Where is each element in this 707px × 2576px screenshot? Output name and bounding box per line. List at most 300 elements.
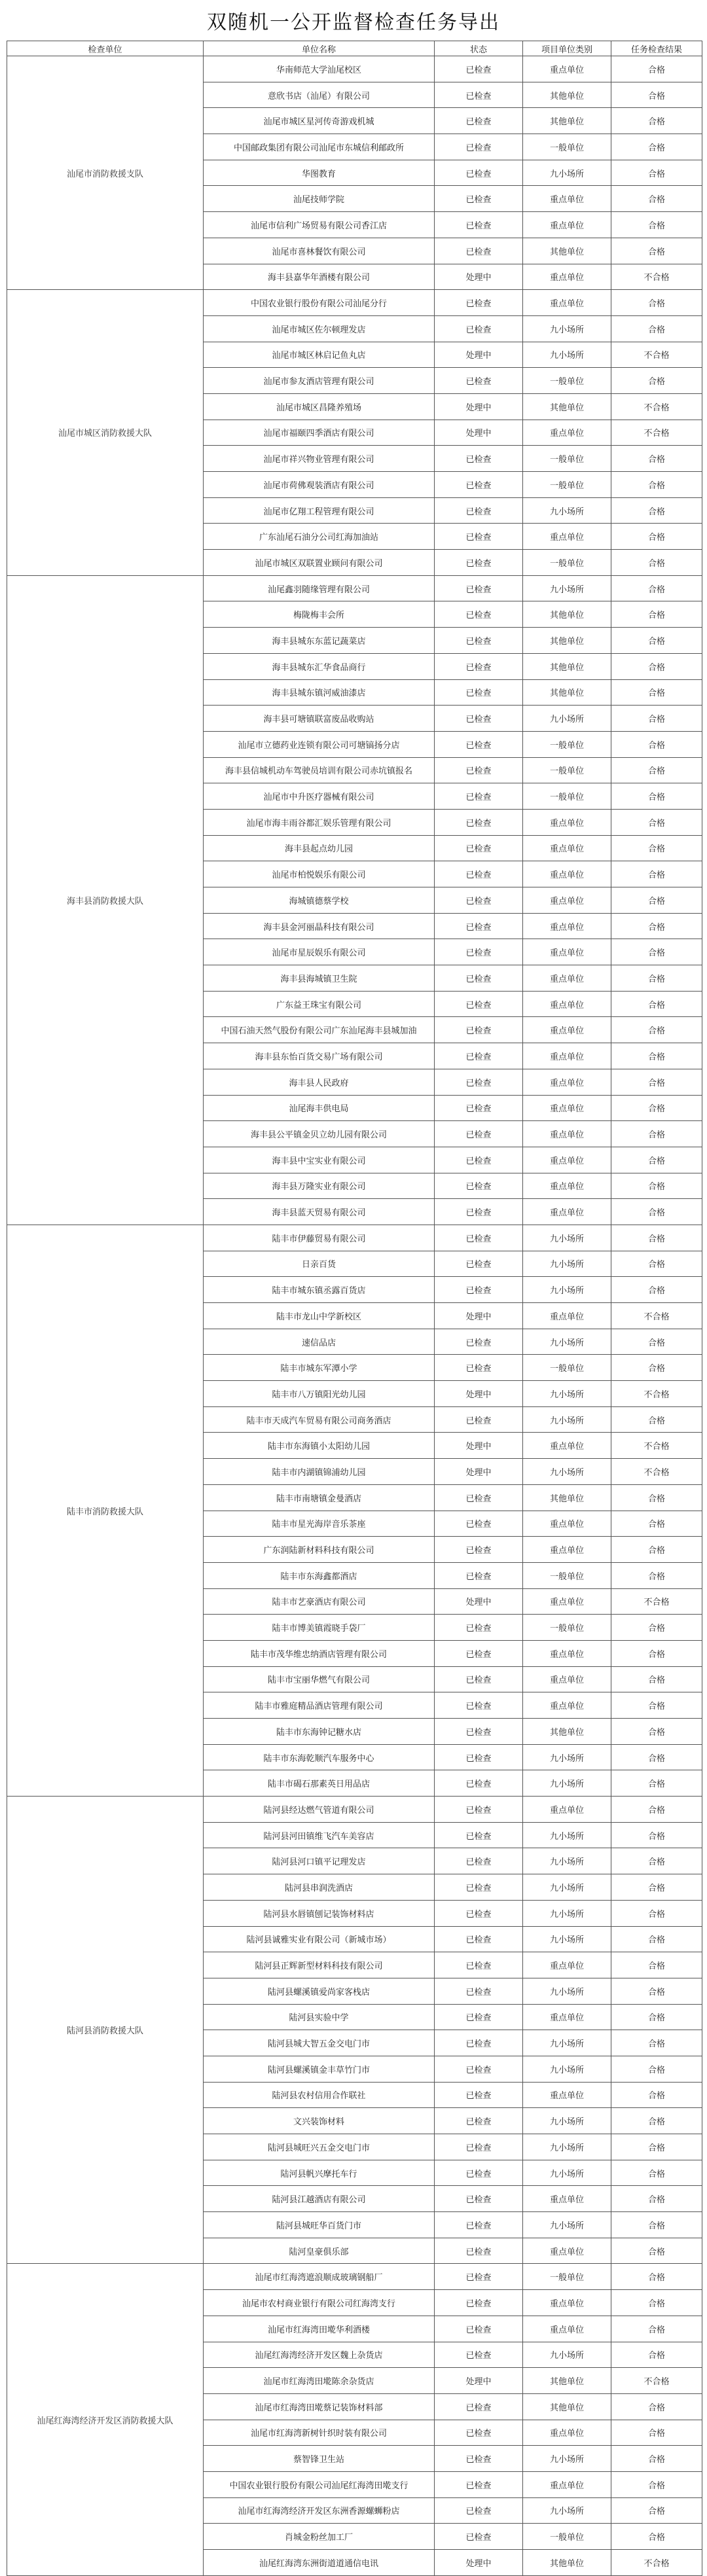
cell-status: 已检查: [435, 2264, 523, 2290]
cell-status: 处理中: [435, 1459, 523, 1485]
cell-unit-name: 陆河县河田镇维飞汽车美容店: [204, 1822, 435, 1848]
cell-result: 合格: [611, 290, 702, 316]
cell-status: 已检查: [435, 757, 523, 783]
cell-status: 已检查: [435, 1719, 523, 1745]
cell-status: 已检查: [435, 1251, 523, 1277]
cell-result: 合格: [611, 601, 702, 628]
cell-unit-category: 重点单位: [523, 1511, 611, 1537]
cell-unit-name: 广东润陆新材料科技有限公司: [204, 1537, 435, 1563]
cell-unit-name: 海丰县嘉华年酒楼有限公司: [204, 264, 435, 290]
cell-unit-name: 广东汕尾石油分公司红海加油站: [204, 524, 435, 550]
header-status: 状态: [435, 41, 523, 56]
cell-result: 合格: [611, 1095, 702, 1121]
cell-unit-name: 汕尾市红海湾田墘陈余杂货店: [204, 2368, 435, 2394]
cell-unit-name: 汕尾市柏悦娱乐有限公司: [204, 861, 435, 887]
cell-status: 已检查: [435, 809, 523, 835]
cell-result: 合格: [611, 1770, 702, 1797]
cell-status: 已检查: [435, 1666, 523, 1692]
cell-status: 已检查: [435, 2393, 523, 2420]
cell-unit-category: 九小场所: [523, 2342, 611, 2368]
header-unit-name: 单位名称: [204, 41, 435, 56]
table-row: [7, 575, 702, 601]
cell-unit-name: 陆河县江越酒店有限公司: [204, 2186, 435, 2212]
cell-result: 不合格: [611, 2368, 702, 2394]
table-body: [7, 56, 702, 2576]
cell-unit-name: 陆河县经达燃气管道有限公司: [204, 1797, 435, 1823]
cell-unit-category: 一般单位: [523, 472, 611, 498]
cell-unit-category: 一般单位: [523, 1615, 611, 1641]
cell-result: 合格: [611, 1329, 702, 1355]
cell-unit-name: 海丰县城东镇河威油漆店: [204, 679, 435, 706]
cell-status: 处理中: [435, 1381, 523, 1407]
cell-status: 已检查: [435, 1277, 523, 1303]
cell-unit-category: 重点单位: [523, 1433, 611, 1459]
cell-status: 已检查: [435, 991, 523, 1017]
cell-unit-category: 重点单位: [523, 1043, 611, 1069]
cell-unit-category: 一般单位: [523, 550, 611, 576]
cell-unit-category: 一般单位: [523, 134, 611, 160]
cell-unit-name: 汕尾市城区双联置业顾问有限公司: [204, 550, 435, 576]
cell-status: 已检查: [435, 550, 523, 576]
cell-result: 合格: [611, 2082, 702, 2108]
cell-unit-category: 其他单位: [523, 108, 611, 134]
cell-unit-category: 重点单位: [523, 1797, 611, 1823]
cell-unit-name: 汕尾市中升医疗器械有限公司: [204, 783, 435, 810]
cell-result: 合格: [611, 1744, 702, 1770]
cell-result: 不合格: [611, 2550, 702, 2576]
cell-unit-category: 其他单位: [523, 628, 611, 654]
cell-unit-category: 其他单位: [523, 653, 611, 679]
cell-unit-name: 汕尾市红海湾新树针织时装有限公司: [204, 2420, 435, 2446]
cell-unit-name: 陆河县诚雅实业有限公司（新城市场）: [204, 1926, 435, 1952]
cell-result: 合格: [611, 2290, 702, 2316]
header-result: 任务检查结果: [611, 41, 702, 56]
cell-result: 合格: [611, 1173, 702, 1199]
cell-unit-category: 九小场所: [523, 315, 611, 342]
cell-result: 合格: [611, 1692, 702, 1719]
cell-unit-name: 汕尾红海湾经济开发区魏上杂货店: [204, 2342, 435, 2368]
cell-result: 合格: [611, 497, 702, 524]
cell-result: 合格: [611, 2160, 702, 2186]
cell-unit-name: 陆河县帆兴摩托车行: [204, 2160, 435, 2186]
cell-unit-category: 九小场所: [523, 1381, 611, 1407]
cell-status: 处理中: [435, 1303, 523, 1329]
cell-unit-category: 九小场所: [523, 2108, 611, 2134]
cell-unit-name: 陆河皇豪俱乐部: [204, 2238, 435, 2264]
cell-inspection-unit: 汕尾市消防救援支队: [7, 56, 204, 290]
cell-unit-category: 其他单位: [523, 1484, 611, 1511]
cell-result: 合格: [611, 446, 702, 472]
cell-result: 合格: [611, 575, 702, 601]
cell-result: 合格: [611, 1484, 702, 1511]
cell-unit-category: 其他单位: [523, 2550, 611, 2576]
cell-result: 合格: [611, 1355, 702, 1381]
cell-status: 已检查: [435, 887, 523, 914]
cell-unit-category: 其他单位: [523, 238, 611, 264]
cell-status: 已检查: [435, 315, 523, 342]
cell-unit-category: 重点单位: [523, 420, 611, 446]
cell-status: 处理中: [435, 393, 523, 420]
cell-unit-name: 陆丰市八万镇阳光幼儿园: [204, 1381, 435, 1407]
cell-result: 合格: [611, 1978, 702, 2004]
cell-status: 已检查: [435, 238, 523, 264]
cell-unit-category: 九小场所: [523, 1926, 611, 1952]
cell-unit-category: 九小场所: [523, 1251, 611, 1277]
cell-unit-name: 陆丰市东海钟记糖水店: [204, 1719, 435, 1745]
cell-unit-name: 汕尾市城区昌隆养殖场: [204, 393, 435, 420]
cell-result: 合格: [611, 2056, 702, 2082]
cell-result: 合格: [611, 1043, 702, 1069]
cell-status: 已检查: [435, 965, 523, 992]
cell-unit-name: 汕尾鑫羽随缘管理有限公司: [204, 575, 435, 601]
cell-unit-category: 九小场所: [523, 2446, 611, 2472]
cell-status: 处理中: [435, 342, 523, 368]
cell-status: 已检查: [435, 939, 523, 965]
cell-unit-name: 文兴装饰材料: [204, 2108, 435, 2134]
cell-unit-category: 九小场所: [523, 1329, 611, 1355]
cell-status: 已检查: [435, 1069, 523, 1095]
cell-result: 合格: [611, 1640, 702, 1666]
cell-status: 已检查: [435, 1744, 523, 1770]
cell-inspection-unit: 陆丰市消防救援大队: [7, 1225, 204, 1796]
cell-unit-name: 陆河县河口镇平记理发店: [204, 1848, 435, 1874]
cell-result: 合格: [611, 1406, 702, 1433]
cell-status: 已检查: [435, 2290, 523, 2316]
cell-result: 合格: [611, 2264, 702, 2290]
cell-unit-name: 海丰县城东汇华食品商行: [204, 653, 435, 679]
cell-status: 已检查: [435, 1537, 523, 1563]
cell-result: 合格: [611, 1874, 702, 1901]
cell-status: 已检查: [435, 472, 523, 498]
cell-status: 已检查: [435, 1952, 523, 1978]
cell-status: 已检查: [435, 1043, 523, 1069]
cell-unit-category: 其他单位: [523, 2393, 611, 2420]
cell-unit-name: 汕尾红海湾东洲街道道通信电讯: [204, 2550, 435, 2576]
cell-unit-category: 九小场所: [523, 2160, 611, 2186]
cell-unit-name: 汕尾市红海湾经济开发区东洲香源螺蛳粉店: [204, 2497, 435, 2524]
cell-status: 已检查: [435, 524, 523, 550]
cell-status: 已检查: [435, 1484, 523, 1511]
cell-unit-name: 汕尾市红海湾遮浪顺成玻璃钢船厂: [204, 2264, 435, 2290]
cell-result: 合格: [611, 991, 702, 1017]
table-header-row: [7, 41, 702, 56]
cell-unit-name: 海丰县城东东蓝记蔬菜店: [204, 628, 435, 654]
cell-status: 已检查: [435, 2160, 523, 2186]
cell-unit-category: 九小场所: [523, 2056, 611, 2082]
cell-result: 合格: [611, 2212, 702, 2238]
cell-status: 已检查: [435, 2524, 523, 2550]
cell-status: 已检查: [435, 1147, 523, 1173]
cell-status: 已检查: [435, 1225, 523, 1251]
cell-status: 已检查: [435, 2316, 523, 2342]
cell-inspection-unit: 汕尾红海湾经济开发区消防救援大队: [7, 2264, 204, 2575]
cell-result: 合格: [611, 1199, 702, 1225]
cell-unit-category: 九小场所: [523, 1874, 611, 1901]
table-row: [7, 1797, 702, 1823]
cell-unit-name: 汕尾市信利广场贸易有限公司香江店: [204, 212, 435, 238]
cell-result: 合格: [611, 628, 702, 654]
cell-status: 已检查: [435, 1640, 523, 1666]
cell-unit-category: 一般单位: [523, 757, 611, 783]
cell-unit-name: 海丰县可塘镇联富废品收购站: [204, 706, 435, 732]
cell-unit-name: 海丰县金河丽晶科技有限公司: [204, 913, 435, 939]
cell-unit-category: 九小场所: [523, 1848, 611, 1874]
cell-status: 已检查: [435, 1121, 523, 1147]
cell-result: 合格: [611, 2004, 702, 2030]
cell-result: 合格: [611, 2420, 702, 2446]
cell-status: 已检查: [435, 446, 523, 472]
cell-status: 已检查: [435, 1978, 523, 2004]
cell-result: 合格: [611, 56, 702, 82]
cell-result: 合格: [611, 2497, 702, 2524]
cell-result: 不合格: [611, 1588, 702, 1615]
cell-unit-name: 陆河县串润洗酒店: [204, 1874, 435, 1901]
cell-unit-category: 重点单位: [523, 991, 611, 1017]
cell-status: 已检查: [435, 2497, 523, 2524]
cell-status: 处理中: [435, 420, 523, 446]
header-unit-category: 项目单位类别: [523, 41, 611, 56]
cell-status: 已检查: [435, 290, 523, 316]
cell-unit-name: 海丰县万隆实业有限公司: [204, 1173, 435, 1199]
cell-status: 已检查: [435, 2446, 523, 2472]
cell-result: 合格: [611, 524, 702, 550]
cell-status: 已检查: [435, 1095, 523, 1121]
cell-status: 已检查: [435, 134, 523, 160]
cell-unit-category: 重点单位: [523, 1199, 611, 1225]
cell-unit-name: 海丰县信城机动车驾驶员培训有限公司赤坑镇报名: [204, 757, 435, 783]
cell-status: 已检查: [435, 160, 523, 186]
cell-result: 合格: [611, 1926, 702, 1952]
cell-result: 不合格: [611, 420, 702, 446]
cell-status: 已检查: [435, 1615, 523, 1641]
cell-result: 合格: [611, 472, 702, 498]
cell-unit-category: 重点单位: [523, 1147, 611, 1173]
cell-result: 合格: [611, 82, 702, 108]
cell-status: 已检查: [435, 706, 523, 732]
cell-status: 处理中: [435, 1433, 523, 1459]
cell-unit-category: 重点单位: [523, 1537, 611, 1563]
cell-status: 已检查: [435, 731, 523, 757]
cell-unit-category: 重点单位: [523, 1121, 611, 1147]
cell-status: 已检查: [435, 2238, 523, 2264]
cell-result: 合格: [611, 2471, 702, 2497]
cell-result: 合格: [611, 2342, 702, 2368]
cell-unit-name: 陆丰市东海鑫都酒店: [204, 1562, 435, 1588]
cell-unit-category: 其他单位: [523, 1719, 611, 1745]
cell-unit-name: 陆丰市星光海岸音乐茶座: [204, 1511, 435, 1537]
cell-unit-name: 汕尾市城区林启记鱼丸店: [204, 342, 435, 368]
cell-unit-category: 其他单位: [523, 2368, 611, 2394]
cell-unit-name: 汕尾市亿翔工程管理有限公司: [204, 497, 435, 524]
cell-status: 处理中: [435, 2550, 523, 2576]
cell-unit-category: 重点单位: [523, 835, 611, 861]
cell-unit-name: 汕尾市城区佐尔顿理发店: [204, 315, 435, 342]
cell-unit-category: 重点单位: [523, 56, 611, 82]
cell-unit-category: 重点单位: [523, 1303, 611, 1329]
cell-unit-category: 重点单位: [523, 2290, 611, 2316]
cell-unit-name: 海丰县东怡百货交易广场有限公司: [204, 1043, 435, 1069]
cell-status: 已检查: [435, 82, 523, 108]
cell-unit-name: 陆丰市雅庭精品酒店管理有限公司: [204, 1692, 435, 1719]
cell-status: 已检查: [435, 497, 523, 524]
cell-unit-name: 汕尾市星辰娱乐有限公司: [204, 939, 435, 965]
cell-status: 已检查: [435, 1797, 523, 1823]
cell-unit-name: 汕尾市喜林餐饮有限公司: [204, 238, 435, 264]
cell-unit-category: 重点单位: [523, 1069, 611, 1095]
cell-status: 处理中: [435, 264, 523, 290]
cell-unit-category: 九小场所: [523, 497, 611, 524]
table-row: [7, 1225, 702, 1251]
cell-unit-name: 汕尾市荷佛观装酒店有限公司: [204, 472, 435, 498]
cell-result: 不合格: [611, 1459, 702, 1485]
cell-unit-name: 汕尾市福颐四季酒店有限公司: [204, 420, 435, 446]
cell-result: 合格: [611, 1017, 702, 1043]
cell-status: 已检查: [435, 1329, 523, 1355]
cell-unit-name: 汕尾市参友酒店管理有限公司: [204, 368, 435, 394]
cell-status: 已检查: [435, 1355, 523, 1381]
cell-unit-category: 九小场所: [523, 2134, 611, 2160]
cell-result: 不合格: [611, 1381, 702, 1407]
cell-result: 合格: [611, 1615, 702, 1641]
cell-unit-category: 重点单位: [523, 2082, 611, 2108]
cell-result: 不合格: [611, 342, 702, 368]
cell-unit-category: 重点单位: [523, 965, 611, 992]
cell-unit-name: 海丰县蓝天贸易有限公司: [204, 1199, 435, 1225]
cell-unit-name: 华南师范大学汕尾校区: [204, 56, 435, 82]
cell-unit-category: 重点单位: [523, 2004, 611, 2030]
cell-result: 合格: [611, 1251, 702, 1277]
cell-unit-name: 广东益王珠宝有限公司: [204, 991, 435, 1017]
cell-status: 已检查: [435, 1173, 523, 1199]
cell-inspection-unit: 陆河县消防救援大队: [7, 1797, 204, 2264]
table-row: [7, 2264, 702, 2290]
cell-status: 已检查: [435, 186, 523, 212]
cell-status: 已检查: [435, 2030, 523, 2056]
cell-result: 合格: [611, 1562, 702, 1588]
cell-unit-category: 重点单位: [523, 2238, 611, 2264]
cell-result: 合格: [611, 1537, 702, 1563]
cell-unit-category: 九小场所: [523, 1900, 611, 1926]
cell-status: 处理中: [435, 2368, 523, 2394]
cell-result: 合格: [611, 1511, 702, 1537]
cell-status: 已检查: [435, 653, 523, 679]
cell-unit-name: 陆丰市东海镇小太阳幼儿园: [204, 1433, 435, 1459]
cell-unit-name: 海城镇德蔡学校: [204, 887, 435, 914]
cell-unit-category: 其他单位: [523, 601, 611, 628]
cell-unit-name: 汕尾市祥兴物业管理有限公司: [204, 446, 435, 472]
cell-unit-category: 重点单位: [523, 1588, 611, 1615]
cell-unit-name: 中国石油天然气股份有限公司广东汕尾海丰县城加油: [204, 1017, 435, 1043]
cell-result: 合格: [611, 2316, 702, 2342]
cell-status: 处理中: [435, 1588, 523, 1615]
cell-unit-name: 海丰县公平镇金贝立幼儿园有限公司: [204, 1121, 435, 1147]
cell-status: 已检查: [435, 1562, 523, 1588]
cell-unit-category: 重点单位: [523, 212, 611, 238]
cell-status: 已检查: [435, 601, 523, 628]
cell-result: 合格: [611, 1822, 702, 1848]
cell-result: 合格: [611, 368, 702, 394]
cell-unit-name: 海丰县起点幼儿园: [204, 835, 435, 861]
cell-unit-name: 肖城金粉丝加工厂: [204, 2524, 435, 2550]
cell-status: 已检查: [435, 1848, 523, 1874]
cell-unit-category: 重点单位: [523, 1017, 611, 1043]
cell-result: 合格: [611, 2030, 702, 2056]
cell-unit-name: 陆丰市碣石那素英日用品店: [204, 1770, 435, 1797]
header-inspection-unit: 检查单位: [7, 41, 204, 56]
cell-unit-category: 重点单位: [523, 2420, 611, 2446]
cell-result: 合格: [611, 2524, 702, 2550]
cell-unit-name: 陆丰市天成汽车贸易有限公司商务酒店: [204, 1406, 435, 1433]
cell-unit-name: 陆河县城大智五金交电门市: [204, 2030, 435, 2056]
cell-result: 合格: [611, 1666, 702, 1692]
cell-unit-category: 重点单位: [523, 861, 611, 887]
cell-result: 合格: [611, 108, 702, 134]
cell-unit-name: 陆河县正辉新型材料科技有限公司: [204, 1952, 435, 1978]
cell-unit-name: 汕尾市农村商业银行有限公司红海湾支行: [204, 2290, 435, 2316]
cell-result: 合格: [611, 2108, 702, 2134]
cell-status: 已检查: [435, 783, 523, 810]
cell-unit-name: 梅陇梅丰会所: [204, 601, 435, 628]
cell-unit-name: 汕尾市红海湾田墘蔡记装饰材料部: [204, 2393, 435, 2420]
cell-unit-name: 海丰县海城镇卫生院: [204, 965, 435, 992]
cell-result: 合格: [611, 965, 702, 992]
cell-unit-category: 重点单位: [523, 186, 611, 212]
cell-result: 合格: [611, 706, 702, 732]
cell-unit-name: 海丰县人民政府: [204, 1069, 435, 1095]
cell-unit-category: 其他单位: [523, 679, 611, 706]
cell-unit-category: 重点单位: [523, 290, 611, 316]
table-row: [7, 290, 702, 316]
cell-status: 已检查: [435, 1900, 523, 1926]
cell-unit-name: 陆丰市内湖镇锦浦幼儿园: [204, 1459, 435, 1485]
cell-result: 合格: [611, 1952, 702, 1978]
cell-result: 合格: [611, 809, 702, 835]
cell-unit-name: 陆丰市博美镇霞晓手袋厂: [204, 1615, 435, 1641]
cell-unit-category: 重点单位: [523, 2186, 611, 2212]
cell-unit-category: 一般单位: [523, 1562, 611, 1588]
cell-result: 合格: [611, 212, 702, 238]
cell-unit-category: 重点单位: [523, 809, 611, 835]
cell-unit-name: 陆河县螺溪镇金丰草竹门市: [204, 2056, 435, 2082]
cell-result: 合格: [611, 1900, 702, 1926]
cell-status: 已检查: [435, 212, 523, 238]
cell-unit-name: 陆河县农村信用合作联社: [204, 2082, 435, 2108]
cell-unit-name: 陆丰市龙山中学新校区: [204, 1303, 435, 1329]
cell-result: 合格: [611, 757, 702, 783]
cell-unit-name: 中国农业银行股份有限公司汕尾红海湾田墘支行: [204, 2471, 435, 2497]
cell-result: 合格: [611, 913, 702, 939]
cell-unit-category: 九小场所: [523, 1822, 611, 1848]
cell-unit-category: 重点单位: [523, 1095, 611, 1121]
cell-unit-category: 一般单位: [523, 1355, 611, 1381]
cell-unit-name: 华图教育: [204, 160, 435, 186]
cell-result: 合格: [611, 2238, 702, 2264]
cell-status: 已检查: [435, 2212, 523, 2238]
cell-unit-category: 重点单位: [523, 2471, 611, 2497]
cell-status: 已检查: [435, 1874, 523, 1901]
cell-unit-name: 中国农业银行股份有限公司汕尾分行: [204, 290, 435, 316]
cell-result: 合格: [611, 1277, 702, 1303]
cell-unit-category: 重点单位: [523, 913, 611, 939]
page-title: 双随机一公开监督检查任务导出: [207, 11, 500, 34]
cell-unit-category: 重点单位: [523, 264, 611, 290]
cell-unit-name: 汕尾市城区星河传奇游戏机城: [204, 108, 435, 134]
cell-status: 已检查: [435, 1406, 523, 1433]
cell-unit-category: 重点单位: [523, 1173, 611, 1199]
table-row: [7, 56, 702, 82]
cell-status: 已检查: [435, 861, 523, 887]
cell-result: 合格: [611, 160, 702, 186]
